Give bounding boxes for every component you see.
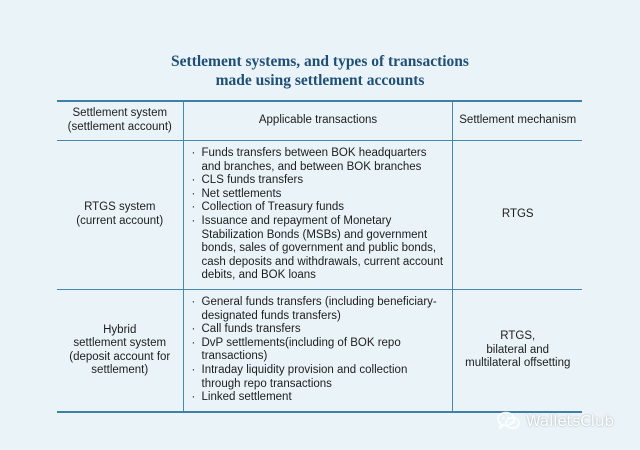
list-item: · General funds transfers (including beneficiary-designated funds transfers) xyxy=(192,296,449,323)
list-item: · Intraday liquidity provision and collection through repo transactions xyxy=(192,364,449,391)
watermark xyxy=(497,409,614,433)
header-applicable-transactions: Applicable transactions xyxy=(183,101,453,141)
list-item: · Collection of Treasury funds xyxy=(192,201,449,215)
watermark-text: WalletsClub xyxy=(526,412,614,430)
transaction-list xyxy=(192,296,449,405)
settlement-table xyxy=(57,100,582,413)
cell-applicable-transactions xyxy=(183,141,453,290)
transaction-list xyxy=(192,147,449,283)
wechat-icon xyxy=(497,411,521,431)
title-line-2: made using settlement accounts xyxy=(215,72,425,89)
cell-applicable-transactions xyxy=(183,289,453,412)
list-item: · Net settlements xyxy=(192,188,449,202)
list-item: · Issuance and repayment of Monetary Stabilization Bonds (MSBs) and government bonds, sales of government and public bonds, cash deposits and withdrawals, current account debits, and BOK loans xyxy=(192,215,449,283)
list-item: · DvP settlements(including of BOK repo transactions) xyxy=(192,337,449,364)
cell-settlement-mechanism: RTGS, bilateral and multilateral offsetting xyxy=(453,289,582,412)
table-row xyxy=(57,289,582,412)
cell-settlement-system: Hybrid settlement system (deposit account for settlement) xyxy=(57,289,183,412)
list-item: · Call funds transfers xyxy=(192,323,449,337)
header-row xyxy=(57,101,582,141)
header-settlement-mechanism: Settlement mechanism xyxy=(453,101,582,141)
list-item: · Funds transfers between BOK headquarters and branches, and between BOK branches xyxy=(192,147,449,174)
table-row xyxy=(57,141,582,290)
list-item: · CLS funds transfers xyxy=(192,174,449,188)
document-title xyxy=(0,52,640,90)
title-line-1: Settlement systems, and types of transactions xyxy=(171,53,469,70)
cell-settlement-mechanism: RTGS xyxy=(453,141,582,290)
cell-settlement-system: RTGS system (current account) xyxy=(57,141,183,290)
header-settlement-system: Settlement system (settlement account) xyxy=(57,101,183,141)
list-item: · Linked settlement xyxy=(192,391,449,405)
